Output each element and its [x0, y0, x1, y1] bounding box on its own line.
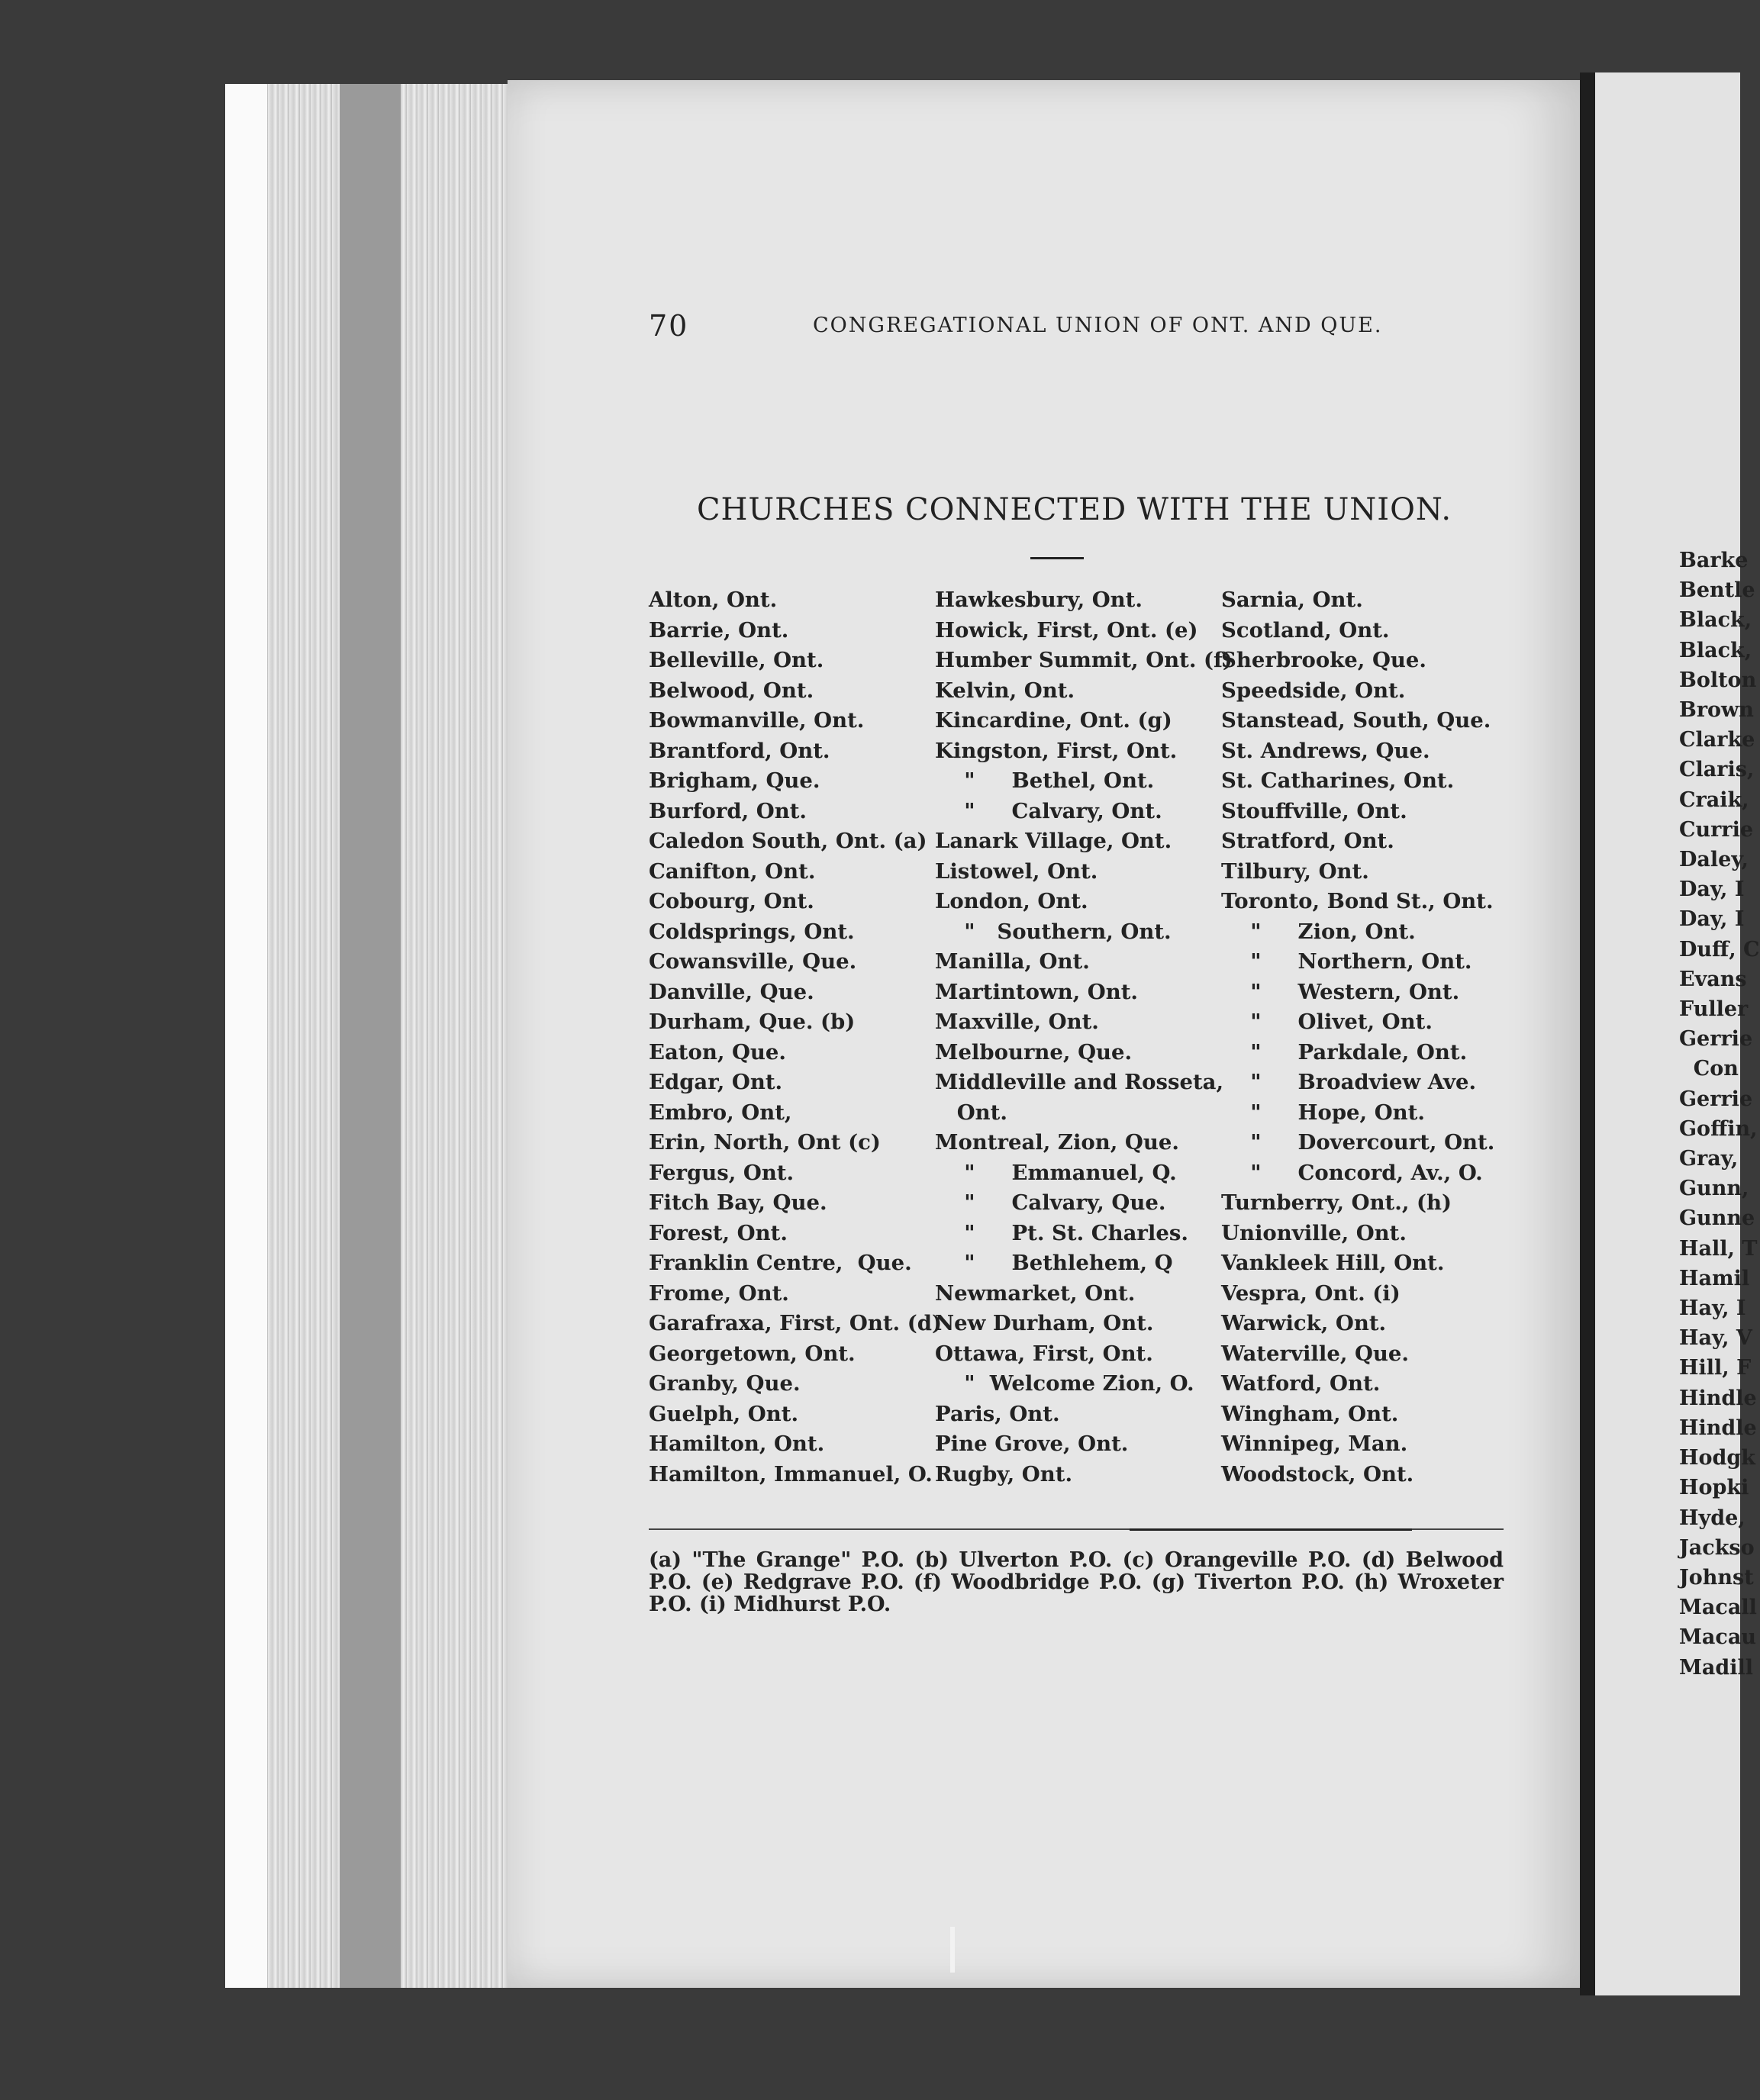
church-entry: Tilbury, Ont. [1221, 858, 1369, 884]
page-edge-dark-band [340, 84, 401, 1988]
church-entry: Caledon South, Ont. (a) [649, 829, 927, 853]
right-page-name-fragment: Daley, [1679, 848, 1749, 872]
church-entry: Brantford, Ont. [649, 738, 830, 763]
church-entry: Stratford, Ont. [1221, 829, 1394, 853]
church-entry: Fergus, Ont. [649, 1160, 795, 1185]
book-page-edges [225, 84, 515, 1988]
church-entry: Forest, Ont. [649, 1220, 788, 1245]
right-page-name-fragment: Hamil [1679, 1266, 1750, 1290]
church-entry: Howick, First, Ont. (e) [935, 617, 1198, 643]
right-page-name-fragment: Gerrie [1679, 1027, 1753, 1052]
church-column-3 [1221, 585, 1494, 1490]
right-page-name-fragment: Hill, F [1679, 1356, 1752, 1380]
right-page-name-fragment: Macau [1679, 1625, 1756, 1650]
right-page-name-fragment: Black, [1679, 638, 1752, 662]
church-entry: Fitch Bay, Que. [649, 1190, 827, 1215]
church-entry: Garafraxa, First, Ont. (d) [649, 1311, 942, 1335]
right-page-name-fragment: Macall [1679, 1596, 1757, 1620]
church-entry: Hawkesbury, Ont. [935, 588, 1143, 612]
right-page-name-fragment: Duff, C [1679, 937, 1760, 961]
right-page-name-fragment: Craik, [1679, 788, 1749, 812]
church-entry: Winnipeg, Man. [1221, 1432, 1408, 1456]
church-entry: Sarnia, Ont. [1221, 588, 1363, 612]
church-entry: Waterville, Que. [1221, 1341, 1409, 1366]
church-entry: Sherbrooke, Que. [1221, 648, 1426, 672]
right-page-name-fragment: Barke [1679, 549, 1749, 572]
church-entry: Vespra, Ont. (i) [1221, 1280, 1401, 1306]
church-entry: " Calvary, Que. [935, 1190, 1166, 1215]
church-entry: Cowansville, Que. [649, 949, 857, 974]
church-entry: London, Ont. [935, 889, 1088, 913]
church-entry: Newmarket, Ont. [935, 1280, 1136, 1306]
footnote: (a) "The Grange" P.O. (b) Ulverton P.O. (c) Orangeville P.O. (d) Belwood P.O. (e) Redgrave P.O. (f) Woodbridge P.O. (g) Tiverton P.O. (h) Wroxeter P.O. (i) Midhurst P.O. [649, 1548, 1504, 1616]
church-entry: Woodstock, Ont. [1221, 1461, 1414, 1486]
right-page-name-fragment: Gerrie [1679, 1087, 1753, 1111]
church-entry: Turnberry, Ont., (h) [1221, 1190, 1452, 1215]
church-entry: Hamilton, Immanuel, O. [649, 1461, 933, 1486]
church-entry: Scotland, Ont. [1221, 617, 1390, 643]
church-entry: Granby, Que. [649, 1371, 801, 1396]
right-page-name-fragment: Fuller [1679, 997, 1749, 1022]
page-tab-mark [950, 1927, 955, 1973]
right-page-name-fragment: Hyde, [1679, 1506, 1745, 1530]
church-entry: " Concord, Av., O. [1221, 1160, 1483, 1185]
church-entry: Vankleek Hill, Ont. [1221, 1251, 1445, 1275]
right-page-name-fragment: Gunne [1679, 1206, 1755, 1231]
right-page-name-fragment: Hay, V [1679, 1326, 1752, 1351]
right-page-name-fragment: Hay, I [1679, 1296, 1746, 1321]
church-column-1 [649, 585, 942, 1490]
running-title: CONGREGATIONAL UNION OF ONT. AND QUE. [813, 314, 1383, 337]
church-entry: Durham, Que. (b) [649, 1010, 856, 1034]
church-entry: Eaton, Que. [649, 1039, 786, 1064]
church-entry: " Parkdale, Ont. [1221, 1039, 1468, 1064]
right-page-name-fragment: Goffin, [1679, 1116, 1758, 1141]
church-entry: Paris, Ont. [935, 1401, 1060, 1426]
right-page-name-fragment: Hindle [1679, 1386, 1757, 1410]
church-entry: Warwick, Ont. [1221, 1311, 1387, 1335]
church-entry: " Dovercourt, Ont. [1221, 1130, 1495, 1155]
footnote-rule-bold [1130, 1528, 1412, 1531]
right-page-name-fragment: Bolton [1679, 668, 1757, 692]
church-entry: " Southern, Ont. [935, 919, 1172, 944]
church-entry: Kelvin, Ont. [935, 678, 1075, 703]
church-entry: Edgar, Ont. [649, 1070, 783, 1094]
church-entry: Middleville and Rosseta, [935, 1070, 1224, 1094]
church-entry: Belwood, Ont. [649, 678, 814, 703]
right-page-name-fragment: Brown [1679, 698, 1754, 723]
church-entry: Ont. [935, 1100, 1007, 1125]
right-page-name-fragment: Hodgk [1679, 1446, 1755, 1470]
church-entry: St. Catharines, Ont. [1221, 768, 1455, 793]
church-entry: Speedside, Ont. [1221, 678, 1406, 703]
church-entry: " Olivet, Ont. [1221, 1010, 1433, 1034]
church-entry: Danville, Que. [649, 979, 814, 1004]
church-entry: Hamilton, Ont. [649, 1432, 825, 1456]
title-rule [1030, 557, 1084, 559]
church-column-2 [935, 585, 1233, 1490]
church-entry: Bowmanville, Ont. [649, 708, 865, 733]
section-title: CHURCHES CONNECTED WITH THE UNION. [696, 492, 1452, 527]
right-page-name-fragment: Madill [1679, 1655, 1754, 1680]
left-page [508, 80, 1580, 1988]
church-entry: Lanark Village, Ont. [935, 829, 1172, 853]
church-entry: " Emmanuel, Q. [935, 1160, 1177, 1185]
right-page-name-fragment: Bentle [1679, 578, 1755, 603]
church-entry: " Bethlehem, Q [935, 1251, 1173, 1275]
church-entry: Ottawa, First, Ont. [935, 1341, 1153, 1366]
church-entry: " Calvary, Ont. [935, 798, 1162, 823]
church-entry: Manilla, Ont. [935, 949, 1090, 974]
right-page-name-fragment: Claris, [1679, 758, 1755, 782]
church-entry: Kingston, First, Ont. [935, 738, 1178, 763]
right-page-name-fragment: Clarke [1679, 728, 1755, 752]
church-entry: Listowel, Ont. [935, 858, 1098, 884]
right-page-name-fragment: Jackso [1679, 1535, 1755, 1560]
church-entry: Montreal, Zion, Que. [935, 1130, 1179, 1155]
right-page-name-fragment: Black, [1679, 608, 1752, 633]
right-page-name-fragment: Evans [1679, 967, 1747, 991]
book-gutter [1580, 72, 1595, 1995]
page-number: 70 [649, 309, 689, 343]
church-entry: Burford, Ont. [649, 798, 807, 823]
church-entry: Belleville, Ont. [649, 648, 824, 672]
church-entry: Guelph, Ont. [649, 1401, 799, 1426]
church-entry: Pine Grove, Ont. [935, 1432, 1129, 1456]
church-entry: " Pt. St. Charles. [935, 1220, 1188, 1245]
church-entry: Franklin Centre, Que. [649, 1251, 912, 1275]
church-entry: Stanstead, South, Que. [1221, 708, 1491, 733]
church-entry: Stouffville, Ont. [1221, 798, 1407, 823]
church-entry: Humber Summit, Ont. (f) [935, 648, 1233, 672]
right-page-name-fragment: Johnst [1679, 1565, 1754, 1589]
right-page-name-fragment: Hopki [1679, 1476, 1749, 1500]
right-page-name-fragment: Hall, T [1679, 1236, 1758, 1261]
church-entry: Kincardine, Ont. (g) [935, 708, 1172, 733]
church-entry: " Zion, Ont. [1221, 919, 1416, 944]
right-page-name-list [1679, 546, 1760, 1683]
church-entry: Frome, Ont. [649, 1280, 789, 1306]
church-entry: Toronto, Bond St., Ont. [1221, 889, 1494, 913]
church-entry: " Hope, Ont. [1221, 1100, 1425, 1125]
church-entry: Martintown, Ont. [935, 979, 1138, 1004]
right-page-name-fragment: Day, I [1679, 907, 1745, 932]
church-entry: " Western, Ont. [1221, 979, 1460, 1004]
church-entry: St. Andrews, Que. [1221, 738, 1430, 763]
church-entry: Unionville, Ont. [1221, 1220, 1407, 1245]
right-page-fragment [1595, 72, 1760, 1995]
church-entry: Coldsprings, Ont. [649, 919, 855, 944]
church-entry: Embro, Ont, [649, 1100, 792, 1125]
church-entry: Rugby, Ont. [935, 1461, 1073, 1486]
church-entry: Georgetown, Ont. [649, 1341, 856, 1366]
church-entry: Cobourg, Ont. [649, 889, 814, 913]
page-edge-white-band [225, 84, 267, 1988]
church-entry: Maxville, Ont. [935, 1010, 1099, 1034]
church-entry: " Bethel, Ont. [935, 768, 1155, 793]
church-entry: Barrie, Ont. [649, 617, 789, 643]
church-entry: " Broadview Ave. [1221, 1070, 1477, 1094]
church-entry: Alton, Ont. [649, 588, 778, 612]
church-entry: New Durham, Ont. [935, 1311, 1154, 1335]
church-entry: Canifton, Ont. [649, 858, 816, 884]
church-entry: " Welcome Zion, O. [935, 1371, 1194, 1396]
church-entry: Melbourne, Que. [935, 1039, 1133, 1064]
right-page-name-fragment: Con [1679, 1057, 1739, 1081]
right-page-name-fragment: Gray, [1679, 1147, 1739, 1171]
church-entry: Wingham, Ont. [1221, 1401, 1399, 1426]
right-page-name-fragment: Hindle [1679, 1416, 1757, 1440]
right-page-name-fragment: Currie [1679, 817, 1754, 842]
church-entry: Watford, Ont. [1221, 1371, 1381, 1396]
church-entry: Erin, North, Ont (c) [649, 1130, 881, 1155]
church-entry: " Northern, Ont. [1221, 949, 1472, 974]
right-page-name-fragment: Day, I [1679, 878, 1745, 902]
right-page-name-fragment: Gunn, [1679, 1177, 1749, 1201]
church-entry: Brigham, Que. [649, 768, 820, 793]
